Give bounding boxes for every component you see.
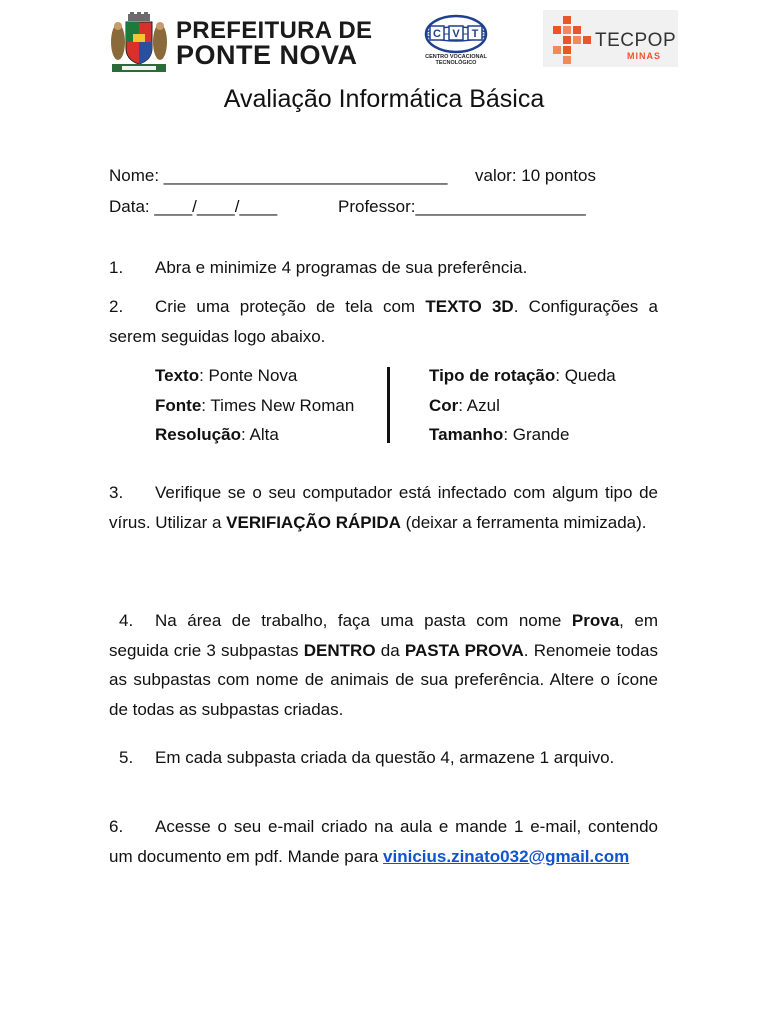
question-emphasis: Prova — [571, 611, 620, 630]
question-emphasis: PASTA PROVA — [404, 640, 524, 660]
tecpop-logo — [543, 10, 678, 67]
question-text: Em cada subpasta criada da questão 4, armazene 1 arquivo. — [155, 748, 615, 767]
email-link[interactable]: vinicius.zinato032@gmail.com — [383, 846, 630, 866]
question-5 — [109, 748, 614, 768]
question-number: 1. — [109, 258, 124, 277]
cvt-subtitle — [418, 54, 494, 66]
tecpop-wordmark: TECPOP — [595, 30, 677, 51]
question-text: Acesse o seu e-mail criado na aula e mande 1 e-mail, contendo um documento em pdf. Mande para — [109, 817, 658, 866]
question-text: . Renomeie todas as subpastas com nome de animais de sua preferência. Altere o ícone de todas as subpastas criadas. — [109, 640, 658, 719]
question-text: Verifique se o seu computador está infectado com algum tipo de vírus. Utilizar a — [109, 483, 658, 532]
professor-field: Professor:__________________ — [338, 197, 586, 216]
question-number: 4. — [119, 611, 134, 630]
cvt-subtitle-line1: CENTRO VOCACIONAL — [425, 54, 487, 60]
prefeitura-wordmark — [176, 18, 372, 68]
config-tamanho: Tamanho: Grande — [429, 425, 570, 444]
coat-of-arms-icon — [108, 12, 170, 74]
config-right-column — [429, 361, 616, 450]
config-texto: Texto: Ponte Nova — [155, 366, 298, 385]
prefeitura-line2: PONTE NOVA — [176, 40, 358, 70]
cvt-subtitle-line2: TECNOLÓGICO — [435, 60, 477, 66]
value-label: valor: 10 pontos — [475, 166, 596, 185]
cvt-letter: C — [433, 28, 441, 40]
config-resolucao: Resolução: Alta — [155, 425, 279, 444]
question-number: 2. — [109, 297, 124, 316]
question-emphasis: DENTRO — [303, 640, 376, 660]
question-1 — [109, 258, 527, 278]
config-cor: Cor: Azul — [429, 395, 500, 415]
question-3 — [109, 478, 658, 537]
date-field: Data: ____/____/____ — [109, 197, 278, 216]
question-text: da — [375, 640, 405, 660]
config-fonte: Fonte: Times New Roman — [155, 395, 355, 415]
config-rotacao: Tipo de rotação: Queda — [429, 366, 616, 385]
cvt-globe-icon — [418, 14, 494, 54]
question-text: Crie uma proteção de tela com — [155, 297, 426, 316]
question-text: . Configurações a serem seguidas logo abaixo. — [109, 297, 659, 346]
question-number: 3. — [109, 483, 124, 502]
question-4 — [109, 606, 658, 724]
question-text: Na área de trabalho, faça uma pasta com nome — [155, 611, 572, 630]
question-2 — [109, 292, 658, 351]
question-text: Abra e minimize 4 programas de sua preferência. — [155, 258, 528, 277]
config-divider — [387, 367, 390, 443]
prefeitura-logo — [108, 12, 386, 74]
cvt-letter: V — [452, 28, 460, 40]
name-field: Nome: ______________________________ — [109, 166, 448, 185]
cvt-logo — [418, 14, 494, 72]
question-emphasis: VERIFIAÇÃO RÁPIDA — [226, 512, 401, 532]
prefeitura-line1: PREFEITURA DE — [176, 17, 373, 44]
question-emphasis: TEXTO 3D — [425, 297, 514, 316]
config-left-column — [155, 361, 354, 450]
question-text: (deixar a ferramenta mimizada). — [400, 512, 647, 532]
page-title: Avaliação Informática Básica — [223, 85, 545, 113]
question-text: , em seguida crie 3 subpastas — [109, 611, 659, 660]
cvt-letter: T — [471, 28, 479, 40]
question-6 — [109, 812, 658, 871]
tecpop-mark-icon — [547, 14, 593, 64]
tecpop-minas: MINAS — [627, 51, 661, 61]
question-number: 5. — [119, 748, 134, 767]
question-number: 6. — [109, 817, 124, 836]
